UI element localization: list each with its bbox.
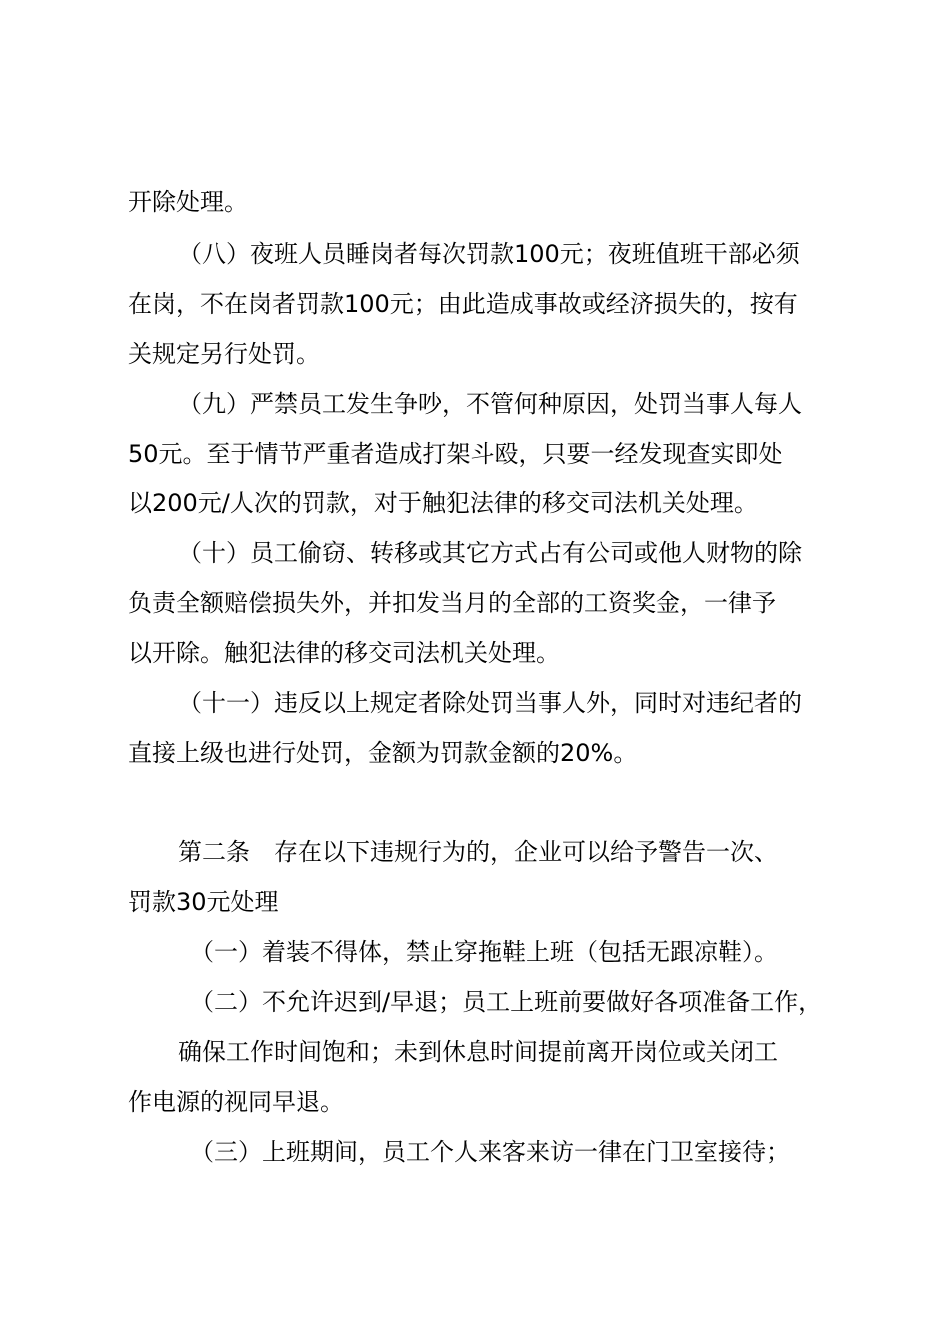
text-line: 开除处理。 [128,188,248,216]
text-line: （八）夜班人员睡岗者每次罚款100元；夜班值班干部必须 [178,240,800,268]
text-line: 50元。至于情节严重者造成打架斗殴，只要一经发现查实即处 [128,440,783,468]
text-line: （一）着装不得体，禁止穿拖鞋上班（包括无跟凉鞋）。 [190,938,778,966]
text-line: 罚款30元处理 [128,888,279,916]
text-line: （二）不允许迟到/早退；员工上班前要做好各项准备工作， [190,988,823,1016]
text-line: 直接上级也进行处罚，金额为罚款金额的20%。 [128,739,638,767]
text-line: （十一）违反以上规定者除处罚当事人外，同时对违纪者的 [178,689,802,717]
text-line: （九）严禁员工发生争吵，不管何种原因，处罚当事人每人 [178,390,802,418]
text-line: 以开除。触犯法律的移交司法机关处理。 [128,639,560,667]
text-line: （十）员工偷窃、转移或其它方式占有公司或他人财物的除 [178,539,802,567]
text-line: （三）上班期间，员工个人来客来访一律在门卫室接待； [190,1138,790,1166]
text-line: 作电源的视同早退。 [128,1088,344,1116]
text-line: 确保工作时间饱和；未到休息时间提前离开岗位或关闭工 [178,1038,778,1066]
text-line: 关规定另行处罚。 [128,340,320,368]
text-line: 在岗，不在岗者罚款100元；由此造成事故或经济损失的，按有 [128,290,798,318]
article-heading-line: 第二条 存在以下违规行为的，企业可以给予警告一次、 [178,838,778,866]
text-line: 以200元/人次的罚款，对于触犯法律的移交司法机关处理。 [128,489,758,517]
text-line: 负责全额赔偿损失外，并扣发当月的全部的工资奖金，一律予 [128,589,776,617]
